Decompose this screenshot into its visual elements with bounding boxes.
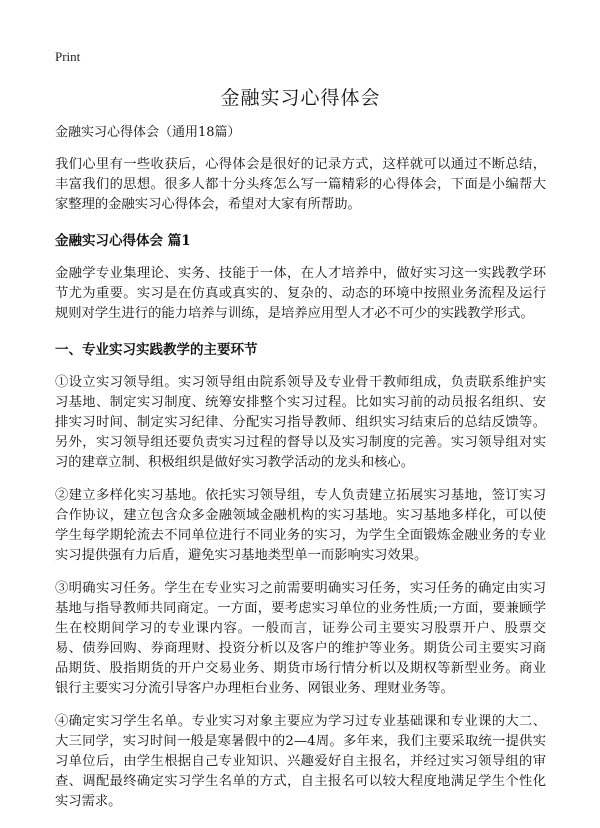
article-heading: 金融实习心得体会 篇1 bbox=[55, 233, 191, 249]
print-link[interactable]: Print bbox=[55, 49, 81, 64]
section-heading: 一、专业实习实践教学的主要环节 bbox=[55, 342, 258, 358]
intro-paragraph: 我们心里有一些收获后，心得体会是很好的记录方式，这样就可以通过不断总结，丰富我们的思想。很多人都十分头疼怎么写一篇精彩的心得体会，下面是小编帮大家整理的金融实习心得体会，希望对大家有所帮助。 bbox=[55, 157, 546, 212]
body-paragraph-3: ③明确实习任务。学生在专业实习之前需要明确实习任务，实习任务的确定由实习基地与指导教师共同商定。一方面，要考虑实习单位的业务性质;一方面，要兼顾学生在校期间学习的专业课内容。一般而言，证券公司主要实习股票开户、股票交易、债券回购、券商理财、投资分析以及客户的维护等业务。期货公司主要实习商品期货、股指期货的开户交易业务、期货市场行情分析以及期权等新型业务。商业银行主要实习分流引导客户办理柜台业务、网银业务、理财业务等。 bbox=[55, 581, 546, 696]
page-title: 金融实习心得体会 bbox=[220, 87, 381, 109]
body-paragraph-4: ④确定实习学生名单。专业实习对象主要应为学习过专业基础课和专业课的大二、大三同学，实习时间一般是寒暑假中的2—4周。多年来，我们主要采取统一提供实习单位后，由学生根据自己专业知识、兴趣爱好自主报名，并经过实习领导组的审查、调配最终确定实习学生名单的方式，自主报名可以较大程度地满足学生个性化实习需求。 bbox=[55, 714, 546, 809]
body-paragraph-2: ②建立多样化实习基地。依托实习领导组，专人负责建立拓展实习基地，签订实习合作协议，建立包含众多金融领域金融机构的实习基地。实习基地多样化，可以使学生每学期轮流去不同单位进行不同业务的实习，为学生全面锻炼金融业务的专业实习提供强有力后盾，避免实习基地类型单一而影响实习效果。 bbox=[55, 488, 546, 563]
document-subtitle: 金融实习心得体会（通用18篇） bbox=[55, 125, 241, 140]
article-intro-paragraph: 金融学专业集理论、实务、技能于一体，在人才培养中，做好实习这一实践教学环节尤为重要。实习是在仿真或真实的、复杂的、动态的环境中按照业务流程及运行规则对学生进行的能力培养与训练，是培养应用型人才必不可少的实践教学形式。 bbox=[55, 266, 546, 321]
body-paragraph-1: ①设立实习领导组。实习领导组由院系领导及专业骨干教师组成，负责联系维护实习基地、制定实习制度、统筹安排整个实习过程。比如实习前的动员报名组织、安排实习时间、制定实习纪律、分配实习指导教师、组织实习结束后的总结反馈等。另外，实习领导组还要负责实习过程的督导以及实习制度的完善。实习领导组对实习的建章立制、积极组织是做好实习教学活动的龙头和核心。 bbox=[55, 375, 546, 470]
